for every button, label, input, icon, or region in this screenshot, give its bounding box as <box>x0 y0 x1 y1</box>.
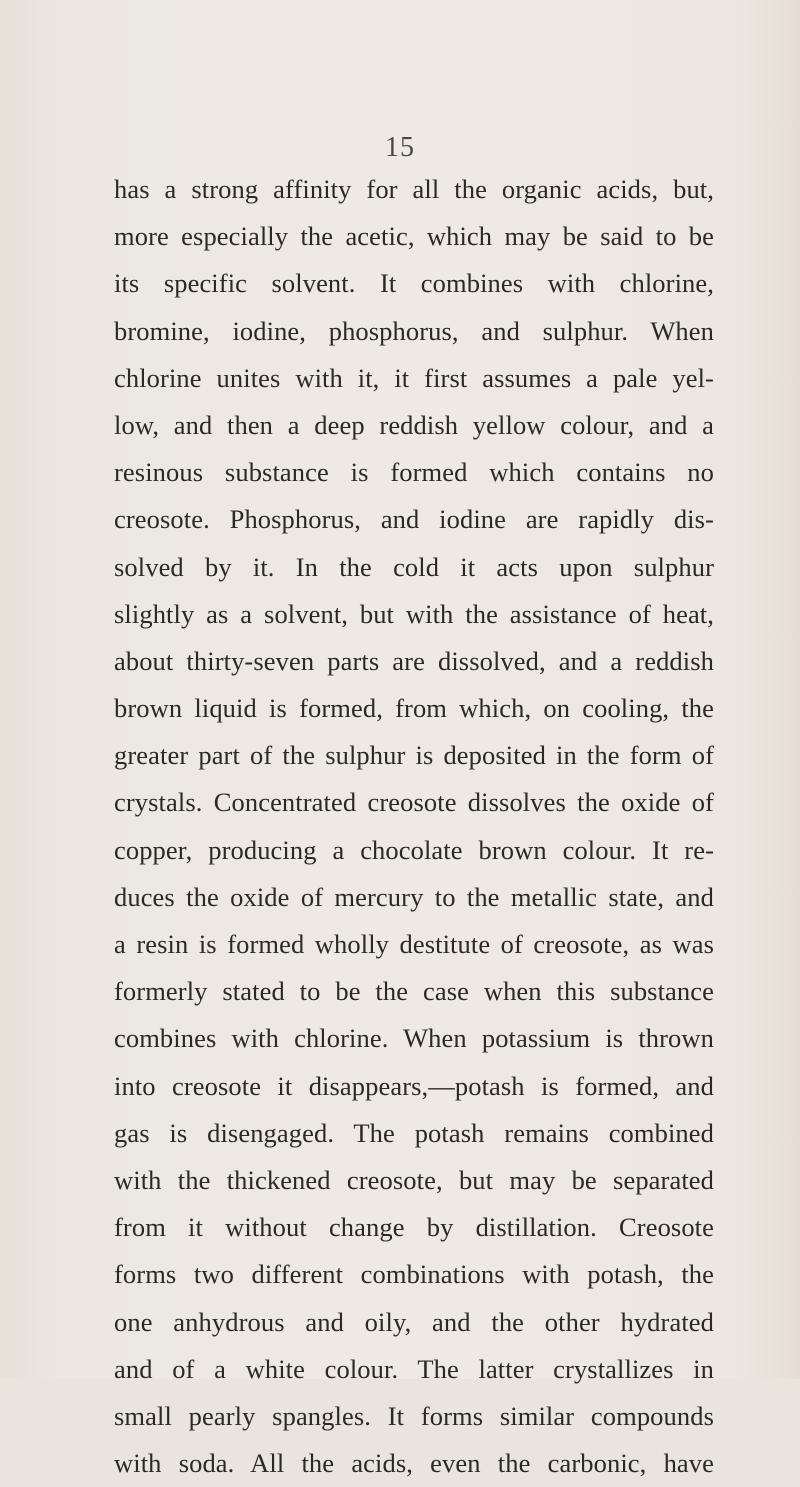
body-text <box>114 166 714 1487</box>
text-line: combines with chlorine. When potassium is thrown <box>114 1023 714 1054</box>
text-line: with the thickened creosote, but may be separated <box>114 1164 714 1195</box>
text-line: greater part of the sulphur is deposited in the form of <box>114 740 714 771</box>
text-line: brown liquid is formed, from which, on cooling, the <box>114 693 714 724</box>
text-line: small pearly spangles. It forms similar compounds <box>114 1400 714 1431</box>
text-line: about thirty-seven parts are dissolved, and a reddish <box>114 645 714 676</box>
text-line: from it without change by distillation. Creosote <box>114 1212 714 1243</box>
text-line: crystals. Concentrated creosote dissolves the oxide of <box>114 787 714 818</box>
page-number: 15 <box>385 132 415 163</box>
text-line: a resin is formed wholly destitute of creosote, as was <box>114 929 714 959</box>
text-line: creosote. Phosphorus, and iodine are rapidly dis- <box>114 504 714 535</box>
text-line: bromine, iodine, phosphorus, and sulphur. When <box>114 315 714 346</box>
text-line: copper, producing a chocolate brown colour. It re- <box>114 834 714 865</box>
text-line: into creosote it disappears,—potash is formed, and <box>114 1070 714 1101</box>
text-line: chlorine unites with it, it first assumes a pale yel- <box>114 362 714 393</box>
text-line: slightly as a solvent, but with the assistance of heat, <box>114 598 714 629</box>
text-line: with soda. All the acids, even the carbonic, have <box>114 1448 714 1479</box>
text-line: solved by it. In the cold it acts upon sulphur <box>114 551 714 582</box>
text-line: resinous substance is formed which contains no <box>114 457 714 488</box>
text-line: one anhydrous and oily, and the other hydrated <box>114 1306 714 1337</box>
text-line: formerly stated to be the case when this substance <box>114 976 714 1007</box>
text-line: its specific solvent. It combines with chlorine, <box>114 268 714 299</box>
text-line: more especially the acetic, which may be said to be <box>114 221 714 252</box>
text-line: duces the oxide of mercury to the metallic state, and <box>114 881 714 912</box>
text-line: and of a white colour. The latter crystallizes in <box>114 1353 714 1384</box>
text-line: gas is disengaged. The potash remains combined <box>114 1117 714 1148</box>
text-line: has a strong affinity for all the organic acids, but, <box>114 174 714 204</box>
text-line: forms two different combinations with potash, the <box>114 1259 714 1290</box>
text-line: low, and then a deep reddish yellow colour, and a <box>114 409 714 440</box>
